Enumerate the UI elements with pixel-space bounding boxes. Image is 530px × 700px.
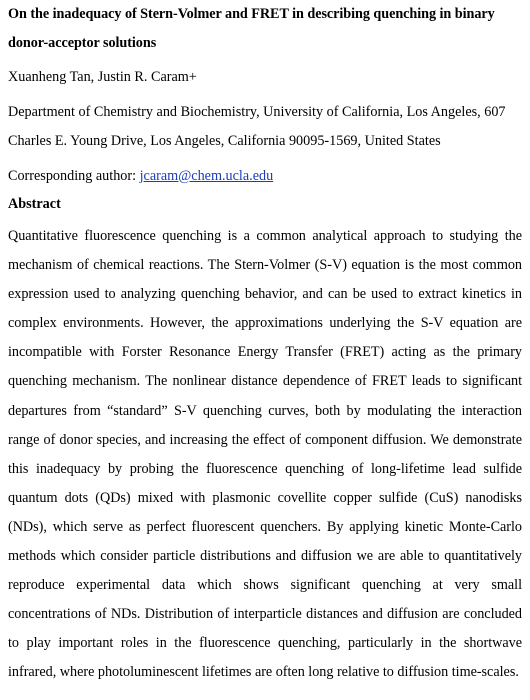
- affiliation: Department of Chemistry and Biochemistry, University of California, Los Angeles, 607 Charles E. Young Drive, Los Angeles, California 90095-1569, United States: [8, 103, 506, 149]
- abstract-heading: Abstract: [8, 196, 61, 212]
- paper-title: On the inadequacy of Stern-Volmer and FRET in describing quenching in binary donor-acceptor solutions: [8, 6, 495, 51]
- corresponding-author: [8, 162, 522, 191]
- email-link[interactable]: jcaram@chem.ucla.edu: [139, 167, 274, 184]
- abstract-text: Quantitative fluorescence quenching is a common analytical approach to studying the mechanism of chemical reactions. The Stern-Volmer (S-V) equation is the most common expression used to analyzing quenching behavior, and can be used to extract kinetics in complex environments. However, the approximations underlying the S-V equation are incompatible with Forster Resonance Energy Transfer (FRET) acting as the primary quenching mechanism. The nonlinear distance dependence of FRET leads to significant departures from “standard” S-V quenching curves, both by modulating the interaction range of donor species, and increasing the effect of component diffusion. We demonstrate this inadequacy by probing the fluorescence quenching of long-lifetime lead sulfide quantum dots (QDs) mixed with plasmonic covellite copper sulfide (CuS) nanodisks (NDs), which serve as perfect fluorescent quenchers. By applying kinetic Monte-Carlo methods which consider particle distributions and diffusion we are able to quantitatively reproduce experimental data which shows significant quenching at very small concentrations of NDs. Distribution of interparticle distances and diffusion are concluded to play important roles in the fluorescence quenching, particularly in the shortwave infrared, where photoluminescent lifetimes are often long relative to diffusion time-scales.: [8, 228, 522, 681]
- corresponding-author-label: Corresponding author:: [8, 167, 140, 184]
- author-list: Xuanheng Tan, Justin R. Caram+: [8, 69, 197, 85]
